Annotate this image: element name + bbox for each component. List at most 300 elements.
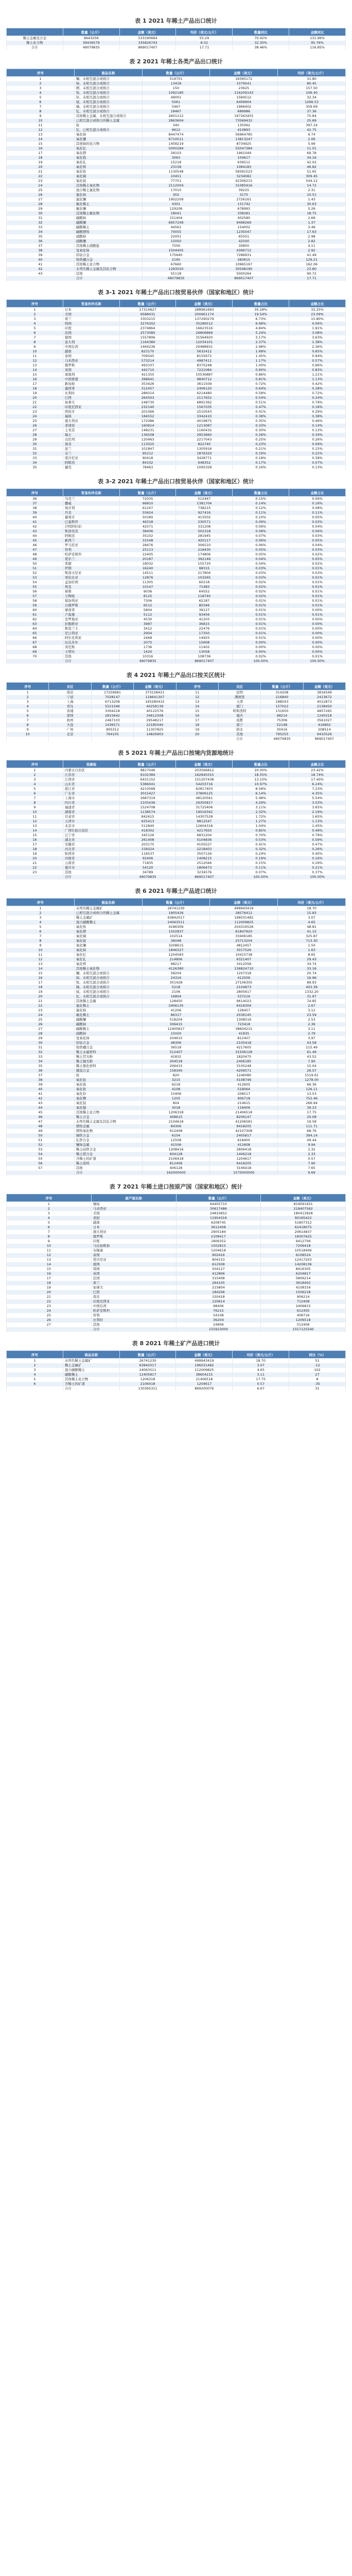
table-cell: 2.67 bbox=[278, 1004, 346, 1008]
table-cell: 1 bbox=[7, 308, 63, 313]
table-cell: 0.57 bbox=[233, 1382, 289, 1386]
table-cell: 20 bbox=[7, 165, 75, 170]
table-cell: 33406185 bbox=[210, 934, 278, 939]
table-cell: 0.38% bbox=[233, 414, 289, 419]
table-cell: 37 bbox=[7, 244, 75, 248]
table-cell: 3612408 bbox=[176, 1225, 261, 1230]
table-cell: 23 bbox=[7, 1008, 75, 1013]
table-row bbox=[7, 929, 346, 934]
table-cell: 斯洛伐克 bbox=[63, 529, 119, 534]
table-cell: 1458219 bbox=[142, 142, 210, 146]
table-cell: 820 bbox=[142, 1073, 210, 1078]
table-cell: 瑞典 bbox=[63, 414, 119, 419]
table-cell: 9817046 bbox=[119, 768, 176, 773]
table-cell: 95.76% bbox=[289, 41, 346, 45]
table-cell: 10.51 bbox=[278, 193, 346, 197]
table-cell: 氧化镨 bbox=[74, 151, 142, 156]
table-cell: 812406 bbox=[142, 1161, 210, 1166]
table-cell: 0.14% bbox=[289, 423, 346, 428]
table-cell: 118406 bbox=[210, 1106, 278, 1110]
column-header: 数量同比 bbox=[233, 28, 289, 36]
table-cell: 927416 bbox=[176, 511, 233, 515]
table-cell: 15.80% bbox=[289, 317, 346, 321]
table-cell: 12 bbox=[7, 359, 63, 363]
table-cell bbox=[7, 1386, 63, 1391]
table-cell: 31085916 bbox=[210, 183, 278, 188]
table-cell: 氯化稀土 bbox=[74, 1004, 142, 1008]
table-cell: 13813247 bbox=[210, 137, 278, 142]
table-cell: 77751 bbox=[142, 179, 210, 183]
table-cell: 孟加拉国 bbox=[63, 580, 119, 585]
table-row bbox=[7, 1069, 346, 1073]
table-cell: 14925 bbox=[176, 636, 233, 640]
table-row bbox=[7, 193, 346, 197]
table-cell: 钆铁合金 bbox=[74, 1138, 142, 1143]
table-cell: 47 bbox=[7, 548, 63, 552]
table-cell: 合计 bbox=[63, 1386, 119, 1391]
table-cell: 30416 bbox=[261, 727, 303, 732]
table-cell: 38 bbox=[7, 248, 75, 253]
table-cell: 0.00% bbox=[289, 650, 346, 654]
table-row bbox=[7, 520, 346, 524]
table-cell: 2815642 bbox=[91, 714, 133, 718]
table-cell: 氧化镥 bbox=[74, 1096, 142, 1101]
table-row bbox=[7, 1129, 346, 1133]
table-cell: 14 bbox=[7, 137, 75, 142]
table-cell: 北京 bbox=[49, 732, 91, 737]
table-cell: 0.58% bbox=[233, 391, 289, 396]
table-row bbox=[7, 920, 346, 925]
table-cell: 29 bbox=[7, 437, 63, 442]
column-header: 数量占比 bbox=[233, 300, 289, 308]
table-cell: 50 bbox=[7, 562, 63, 566]
table-cell: 克罗地亚 bbox=[63, 617, 119, 622]
table-cell: 3105248 bbox=[210, 1064, 278, 1069]
table-cell: 37.36 bbox=[278, 109, 346, 114]
table-cell: 氯化铈 bbox=[74, 193, 142, 197]
table-cell: 2.36% bbox=[289, 345, 346, 349]
table-cell: 7221084 bbox=[176, 368, 233, 372]
table-cell: 4108746 bbox=[210, 1078, 278, 1082]
table-cell: 15.04 bbox=[278, 1064, 346, 1069]
table-row bbox=[7, 980, 346, 985]
table-cell: 6204817 bbox=[261, 1272, 346, 1276]
table-cell: 22476 bbox=[176, 626, 233, 631]
table-cell: 48 bbox=[7, 1124, 75, 1129]
table-cell: 2.36 bbox=[278, 1022, 346, 1027]
table-cell: 39 bbox=[7, 253, 75, 258]
table-cell: 深圳 bbox=[49, 714, 91, 718]
column-header: 数量占比 bbox=[233, 760, 289, 768]
table-cell: 41.49 bbox=[278, 253, 346, 258]
table-cell: 捷克 bbox=[63, 465, 119, 470]
table-cell: 57 bbox=[7, 594, 63, 599]
table-cell: 62817403 bbox=[176, 787, 233, 791]
table-row bbox=[7, 819, 346, 824]
table-cell: 0.51% bbox=[233, 400, 289, 405]
table-cell: 111.71 bbox=[278, 1124, 346, 1129]
table-cell: 乌克兰 bbox=[63, 497, 119, 502]
table-cell: 95212 bbox=[119, 451, 176, 456]
table-cell: 德国 bbox=[91, 1262, 176, 1267]
table-cell: 52 bbox=[7, 1143, 75, 1147]
table-cell: 美国 bbox=[91, 1211, 176, 1216]
table-cell: 2 bbox=[7, 1207, 92, 1211]
table-cell: 1 bbox=[7, 690, 49, 696]
table-cell: 11 bbox=[7, 123, 75, 128]
table-row bbox=[7, 976, 346, 980]
table-cell: 15050 bbox=[142, 239, 210, 244]
table-cell: 硝酸镧 bbox=[74, 239, 142, 244]
table-cell: 218407562 bbox=[261, 1207, 346, 1211]
table-cell: 27 bbox=[7, 197, 75, 202]
table-cell: 18032 bbox=[119, 562, 176, 566]
table-cell: 100.00% bbox=[289, 659, 346, 664]
table-cell: 广州 bbox=[49, 727, 91, 732]
table-row bbox=[7, 95, 346, 100]
table-cell: 3 bbox=[7, 1368, 63, 1372]
table-cell: 4019875 bbox=[176, 419, 233, 423]
table-cell: 518064 bbox=[210, 1087, 278, 1092]
table-cell: 13 bbox=[7, 962, 75, 967]
table-cell: 208514 bbox=[303, 727, 345, 732]
table-cell: 10 bbox=[7, 948, 75, 953]
table-cell: 9036 bbox=[119, 589, 176, 594]
table-cell: 118537 bbox=[119, 852, 176, 856]
table-cell: 18 bbox=[7, 386, 63, 391]
table-cell: 28103 bbox=[142, 151, 210, 156]
table-cell: 4.65 bbox=[278, 920, 346, 925]
table-row bbox=[7, 349, 346, 354]
table-cell: 钐、未相互混合或熔合 bbox=[74, 95, 142, 100]
table-cell: 云南省 bbox=[63, 861, 119, 866]
table-cell: 0.14% bbox=[233, 501, 289, 506]
table-cell: 0.94% bbox=[289, 354, 346, 359]
table-cell: 其他稀土化合物 bbox=[74, 262, 142, 267]
table-cell: 49 bbox=[7, 557, 63, 562]
table-cell: 335826743 bbox=[119, 41, 176, 45]
column-header: 数量（公斤） bbox=[119, 489, 176, 497]
table-row bbox=[7, 589, 346, 594]
table-cell: 1095328 bbox=[176, 465, 233, 470]
table-cell: 0.15% bbox=[289, 447, 346, 451]
table-cell: 59 bbox=[7, 603, 63, 608]
table-cell: 混合碳酸稀土 bbox=[63, 1368, 119, 1372]
table-cell: 23 bbox=[7, 870, 63, 875]
table-cell: 3175 bbox=[210, 193, 278, 197]
table-cell: 俄罗斯 bbox=[91, 1234, 176, 1239]
table-row bbox=[7, 81, 346, 86]
table-cell: 1204617 bbox=[210, 1157, 278, 1161]
table-cell: 白俄罗斯 bbox=[63, 603, 119, 608]
table-cell: 斯里兰卡 bbox=[63, 626, 119, 631]
table-cell: 0.79% bbox=[289, 400, 346, 405]
table-cell: 浙江省 bbox=[63, 787, 119, 791]
table-cell: 法国 bbox=[63, 331, 119, 335]
table-cell: 17.63 bbox=[278, 230, 346, 234]
column-header: 数量（公斤） bbox=[91, 683, 133, 690]
table-cell: 44 bbox=[7, 534, 63, 538]
table-cell: 1204617 bbox=[176, 1382, 233, 1386]
table-cell: 0.03% bbox=[289, 571, 346, 575]
table-cell: 1381704 bbox=[176, 501, 233, 506]
table-header-row bbox=[7, 760, 346, 768]
table-cell: 40 bbox=[7, 515, 63, 520]
table-cell: 45 bbox=[7, 538, 63, 543]
table-cell: 309.45 bbox=[278, 174, 346, 179]
table-cell: 铽、未相互混合或熔合 bbox=[74, 990, 142, 994]
table-cell: 20 bbox=[7, 1290, 92, 1295]
table-cell: 51807312 bbox=[261, 1221, 346, 1225]
table-cell: 2510543 bbox=[176, 410, 233, 414]
table-row bbox=[7, 1096, 346, 1101]
table-cell: 353426 bbox=[119, 382, 176, 386]
table-cell: 7 bbox=[7, 105, 75, 109]
table-cell: 3507126 bbox=[176, 852, 233, 856]
table-cell: 1240318 bbox=[303, 714, 345, 718]
table-cell: 0.05% bbox=[289, 557, 346, 562]
table-cell: 24316 bbox=[142, 976, 210, 980]
table-cell: 22405 bbox=[119, 552, 176, 557]
table-cell: 31.80 bbox=[278, 77, 346, 82]
table-cell: 0.00% bbox=[289, 617, 346, 622]
table-cell: 9410526 bbox=[303, 732, 345, 737]
table-cell: 0.18% bbox=[233, 456, 289, 461]
table-row bbox=[7, 437, 346, 442]
table-cell: 155923000 bbox=[176, 1327, 261, 1332]
table-cell: 7.65 bbox=[278, 1166, 346, 1171]
column-header: 数量（公斤） bbox=[119, 760, 176, 768]
table-row bbox=[7, 86, 346, 91]
table-cell: 26350817 bbox=[176, 801, 233, 805]
table-cell: 392146 bbox=[176, 557, 233, 562]
table-cell: 26 bbox=[7, 423, 63, 428]
table-cell bbox=[7, 659, 63, 664]
table-cell: 0.03% bbox=[289, 520, 346, 524]
table-row bbox=[7, 1147, 346, 1152]
table-cell: 55047384 bbox=[210, 146, 278, 151]
table-cell: 17010 bbox=[142, 188, 210, 193]
table-cell: 261408 bbox=[119, 838, 176, 842]
table-row bbox=[7, 447, 346, 451]
table-row bbox=[7, 1211, 346, 1216]
table-cell: 比利时 bbox=[63, 391, 119, 396]
table-cell: 9102384 bbox=[119, 773, 176, 777]
table-cell: 0.54% bbox=[233, 396, 289, 400]
table-cell: 哈萨克斯坦 bbox=[91, 1309, 176, 1313]
table-row bbox=[7, 1318, 346, 1323]
table-row bbox=[7, 571, 346, 575]
table-cell: 4217650 bbox=[176, 828, 233, 833]
table-cell: 其他 bbox=[63, 654, 119, 659]
table-cell: 1138574 bbox=[119, 810, 176, 815]
table-cell: 41 bbox=[7, 1092, 75, 1096]
table-cell: 3 bbox=[7, 777, 63, 782]
table-row bbox=[7, 631, 346, 636]
table-cell: 21406518 bbox=[210, 1110, 278, 1115]
table-row bbox=[7, 109, 346, 114]
table-cell: 6214480 bbox=[176, 391, 233, 396]
table-cell: 0.23% bbox=[233, 442, 289, 447]
table-title: 表 4 2021 年稀土产品出口按关区统计 bbox=[126, 672, 226, 679]
table-cell: 24063511 bbox=[142, 920, 210, 925]
table-cell: 112009825 bbox=[176, 1368, 233, 1372]
table-cell: 0.00% bbox=[233, 645, 289, 650]
table-cell: 16 bbox=[7, 838, 63, 842]
table-cell: 9 bbox=[7, 345, 63, 349]
table-cell: 10451 bbox=[142, 174, 210, 179]
table-row bbox=[7, 700, 346, 704]
table-cell: 0.04% bbox=[289, 524, 346, 529]
table-row bbox=[7, 690, 346, 696]
table-cell: 27 bbox=[7, 1323, 92, 1327]
table-cell: 0.00% bbox=[233, 640, 289, 645]
table-cell: 17 bbox=[7, 842, 63, 847]
table-cell: 11 bbox=[7, 953, 75, 957]
table-cell: 阿尔及利亚 bbox=[63, 636, 119, 640]
table-cell: 15 bbox=[7, 833, 63, 838]
table-cell: 8416305 bbox=[261, 1267, 346, 1272]
table-cell: 512840 bbox=[119, 824, 176, 828]
table-cell: 卢森堡 bbox=[63, 613, 119, 617]
table-row bbox=[7, 1262, 346, 1267]
table-cell: 0.02% bbox=[233, 594, 289, 599]
table-row bbox=[7, 396, 346, 400]
table-cell: 20.74 bbox=[278, 971, 346, 976]
table-cell: 内蒙古自治区 bbox=[63, 768, 119, 773]
table-row bbox=[7, 1004, 346, 1008]
table-cell: 4012873 bbox=[303, 700, 345, 704]
table-cell: 氟化镧 bbox=[74, 207, 142, 211]
table-row bbox=[7, 400, 346, 405]
table-cell: 11 bbox=[7, 815, 63, 819]
table-cell: 24 bbox=[7, 1013, 75, 1018]
table-title: 表 3-1 2021 年稀土产品出口按贸易伙伴（国家和地区）统计 bbox=[98, 289, 254, 296]
table-header-row bbox=[7, 683, 346, 690]
table-cell: 11.01 bbox=[278, 146, 346, 151]
table-cell: 拉脱维亚 bbox=[63, 622, 119, 626]
table-row bbox=[7, 386, 346, 391]
table-row bbox=[7, 1281, 346, 1285]
table-cell: 812407 bbox=[210, 1036, 278, 1041]
table-cell: 中国台湾 bbox=[63, 345, 119, 349]
table-cell: 14208136 bbox=[261, 1262, 346, 1267]
table-cell bbox=[91, 737, 133, 741]
table-cell: 6418304 bbox=[210, 1004, 278, 1008]
table-cell: 2104873 bbox=[210, 985, 278, 990]
table-cell: 9498269 bbox=[210, 221, 278, 225]
table-row bbox=[7, 534, 346, 538]
data-table bbox=[6, 488, 346, 664]
table-cell: 碳酸稀土 bbox=[74, 1027, 142, 1031]
table-cell: 8206147 bbox=[210, 1115, 278, 1120]
table-cell: 0.01% bbox=[289, 599, 346, 603]
table-cell: 38604215 bbox=[210, 1027, 278, 1031]
table-cell: 19 bbox=[7, 160, 75, 165]
table-row bbox=[7, 953, 346, 957]
table-cell: 36 bbox=[7, 1069, 75, 1073]
table-cell: 0.41% bbox=[233, 410, 289, 414]
table-cell: 其他稀土化合物 bbox=[63, 1377, 119, 1382]
table-cell: 氧化钪 bbox=[74, 1078, 142, 1082]
table-cell: 32.34 bbox=[278, 95, 346, 100]
table-cell: 2467103 bbox=[91, 718, 133, 723]
table-cell: 359.69 bbox=[278, 105, 346, 109]
table-cell: 0.00% bbox=[289, 622, 346, 626]
table-cell: 148231 bbox=[119, 428, 176, 433]
table-cell: 4.84% bbox=[233, 326, 289, 331]
table-cell: 印度 bbox=[63, 326, 119, 331]
table-cell: 16 bbox=[7, 976, 75, 980]
table-cell: 1092180 bbox=[142, 91, 210, 95]
table-cell: 3215 bbox=[142, 1078, 210, 1082]
table-cell: 以色列 bbox=[63, 437, 119, 442]
table-cell: 1436571 bbox=[91, 723, 133, 727]
table-row bbox=[7, 331, 346, 335]
column-header: 金额（美元） bbox=[176, 1351, 233, 1359]
table-cell: 0.13% bbox=[289, 428, 346, 433]
table-cell: 大连 bbox=[49, 723, 91, 727]
table-cell: 含稀土的矿渣 bbox=[63, 1382, 119, 1386]
table-cell: 116.85% bbox=[289, 45, 346, 50]
table-cell: 镨钕氧化物 bbox=[74, 1129, 142, 1133]
table-cell: 稀土金属矿 bbox=[74, 916, 142, 920]
table-cell: 0.00% bbox=[289, 640, 346, 645]
table-cell: 90418 bbox=[119, 456, 176, 461]
column-header: 贸易伙伴名称 bbox=[63, 489, 119, 497]
table-cell: 稀土镁合金 bbox=[74, 1152, 142, 1157]
table-cell: 15 bbox=[7, 372, 63, 377]
table-cell: 上海 bbox=[49, 700, 91, 704]
table-cell: 54 bbox=[7, 1152, 75, 1157]
table-row bbox=[7, 847, 346, 852]
table-row bbox=[7, 737, 346, 741]
table-cell: 201066 bbox=[119, 410, 176, 414]
table-cell: 1.68% bbox=[233, 349, 289, 354]
table-cell: 30 bbox=[7, 211, 75, 216]
table-cell: 0.03% bbox=[289, 534, 346, 538]
table-cell: 氧化镧 bbox=[74, 137, 142, 142]
table-cell: 869017407 bbox=[176, 875, 233, 879]
table-row bbox=[7, 594, 346, 599]
table-cell: 0.02% bbox=[233, 585, 289, 589]
table-cell: 304518 bbox=[142, 1059, 210, 1064]
table-cell: 6.24% bbox=[289, 782, 346, 787]
table-cell: 保加利亚 bbox=[63, 599, 119, 603]
table-cell: 氧化钇 bbox=[74, 953, 142, 957]
table-cell: 0.06% bbox=[233, 538, 289, 543]
table-cell: 钕铁硼合金 bbox=[74, 1045, 142, 1050]
table-cell: 钇、未相互混合或熔合 bbox=[74, 994, 142, 999]
table-cell: 5 bbox=[7, 1221, 92, 1225]
table-row bbox=[7, 359, 346, 363]
table-cell: 中国香港 bbox=[63, 377, 119, 382]
table-cell: 19 bbox=[7, 391, 63, 396]
table-cell: 0.01% bbox=[289, 575, 346, 580]
table-cell: 53 bbox=[7, 575, 63, 580]
table-row bbox=[7, 1272, 346, 1276]
table-cell: 合计 bbox=[218, 737, 260, 741]
table-cell: 533190664 bbox=[119, 36, 176, 41]
table-cell: 174806 bbox=[176, 552, 233, 557]
table-cell: 稀土化合物 bbox=[7, 41, 63, 45]
table-cell: 34 bbox=[7, 1059, 75, 1064]
table-cell: 0.19% bbox=[233, 856, 289, 861]
table-cell: 0.01% bbox=[233, 636, 289, 640]
table-cell: 1.43 bbox=[278, 197, 346, 202]
column-header: 金额（美元） bbox=[210, 69, 278, 77]
table-cell: 14 bbox=[7, 967, 75, 971]
